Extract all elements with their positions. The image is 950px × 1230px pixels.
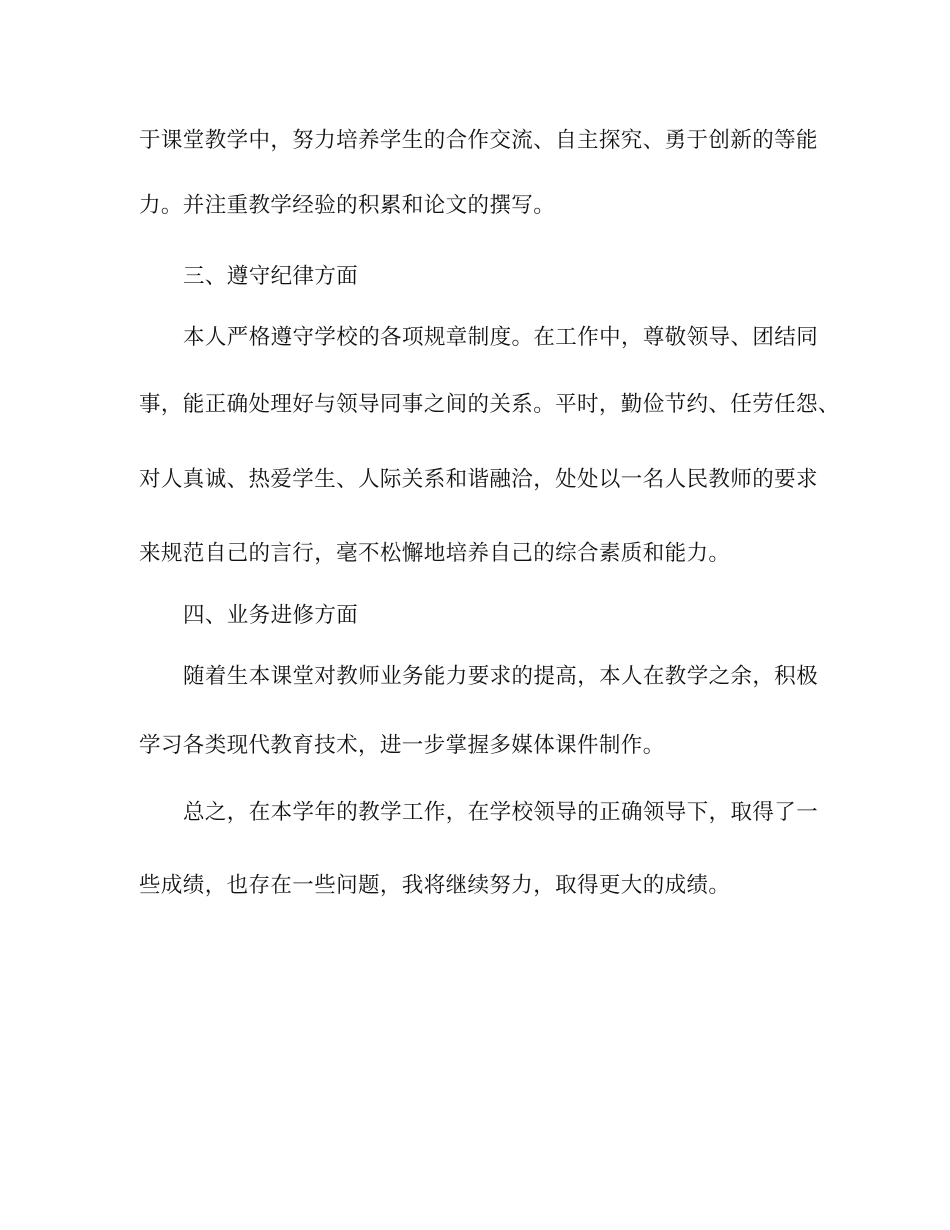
section-heading-discipline: 三、遵守纪律方面 [183, 264, 359, 289]
paragraph-line: 事，能正确处理好与领导同事之间的关系。平时，勤俭节约、任劳任怨、 [139, 392, 840, 417]
paragraph-line: 些成绩，也存在一些问题，我将继续努力，取得更大的成绩。 [139, 873, 731, 898]
paragraph-line: 总之，在本学年的教学工作，在学校领导的正确领导下，取得了一 [183, 800, 819, 825]
section-heading-professional-development: 四、业务进修方面 [183, 603, 359, 628]
paragraph-line: 本人严格遵守学校的各项规章制度。在工作中，尊敬领导、团结同 [183, 325, 819, 350]
paragraph-line: 力。并注重教学经验的积累和论文的撰写。 [139, 193, 556, 218]
paragraph-line: 来规范自己的言行，毫不松懈地培养自己的综合素质和能力。 [139, 541, 731, 566]
paragraph-line: 于课堂教学中，努力培养学生的合作交流、自主探究、勇于创新的等能 [139, 128, 818, 153]
paragraph-line: 随着生本课堂对教师业务能力要求的提高，本人在教学之余，积极 [183, 664, 819, 689]
paragraph-line: 对人真诚、热爱学生、人际关系和谐融洽，处处以一名人民教师的要求 [139, 467, 818, 492]
paragraph-line: 学习各类现代教育技术，进一步掌握多媒体课件制作。 [139, 733, 665, 758]
